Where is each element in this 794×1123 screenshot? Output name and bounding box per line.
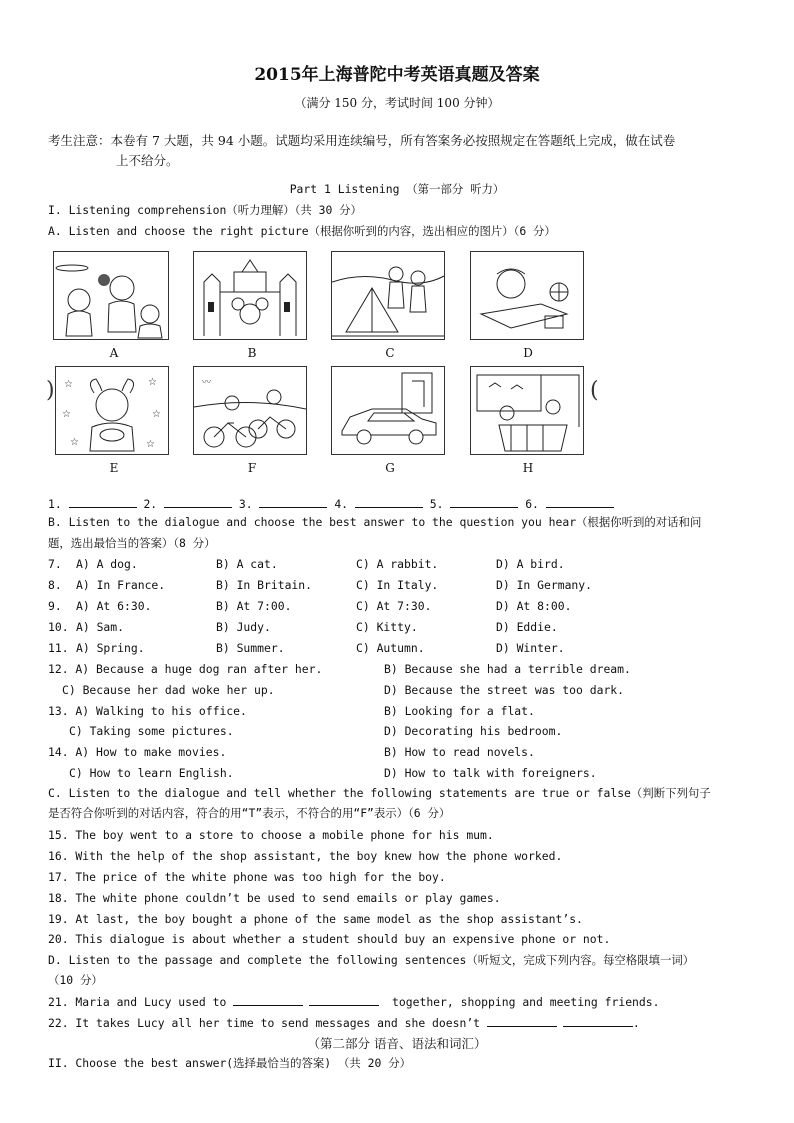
section-I-heading: I. Listening comprehension（听力理解）（共 30 分） — [48, 203, 362, 217]
option-a: 14. A) How to make movies. — [48, 745, 227, 759]
picture-f — [193, 366, 307, 455]
statement: 15. The boy went to a store to choose a mobile phone for his mum. — [48, 828, 494, 842]
sentence-21 — [48, 995, 659, 1009]
picture-a-letter: A — [109, 346, 119, 360]
part1-heading: Part 1 Listening （第一部分 听力） — [289, 182, 505, 196]
sentence-21-suffix: together, shopping and meeting friends. — [392, 995, 660, 1009]
option-c: C) Kitty. — [356, 620, 418, 634]
sentence-22-suffix: . — [632, 1016, 640, 1030]
picture-d-letter: D — [523, 346, 533, 360]
picture-g-letter: G — [385, 461, 395, 475]
sentence-22-blank-1[interactable] — [487, 1016, 557, 1027]
section-II-heading: II. Choose the best answer(选择最恰当的答案) （共 20 分） — [48, 1056, 411, 1070]
option-a: A) A dog. — [76, 557, 138, 571]
svg-text:☆: ☆ — [148, 377, 157, 388]
option-d: D) A bird. — [496, 557, 565, 571]
section-C-heading-line1: C. Listen to the dialogue and tell whether the following statements are true or false（判断下列句子 — [48, 786, 711, 800]
picture-e-letter: E — [109, 461, 119, 475]
picture-h-letter: H — [522, 461, 534, 475]
option-b: B) A cat. — [216, 557, 278, 571]
option-a: 13. A) Walking to his office. — [48, 704, 247, 718]
question-number: 9. — [48, 599, 62, 613]
part2-heading: （第二部分 语音、语法和词汇） — [307, 1036, 487, 1051]
answer-blank-5[interactable] — [450, 497, 518, 508]
svg-text:☆: ☆ — [62, 409, 71, 420]
answer-blank-4[interactable] — [355, 497, 423, 508]
option-b: B) Looking for a flat. — [384, 704, 535, 718]
option-c: C) Taking some pictures. — [69, 724, 234, 738]
picture-h — [470, 366, 584, 455]
castle-icon — [194, 252, 306, 339]
option-d: D) Decorating his bedroom. — [384, 724, 563, 738]
blank-label-3: 3. — [238, 497, 253, 511]
girl-with-stars-icon — [56, 367, 168, 454]
notice-line-1: 考生注意：本卷有 7 大题，共 94 小题。试题均采用连续编号，所有答案务必按照规定在答题纸上完成，做在试卷 — [48, 133, 676, 148]
sentence-21-prefix: 21. Maria and Lucy used to — [48, 995, 227, 1009]
question-number: 8. — [48, 578, 62, 592]
sentence-22-blank-2[interactable] — [563, 1016, 633, 1027]
option-b: B) Summer. — [216, 641, 285, 655]
option-a: A) At 6:30. — [76, 599, 152, 613]
blank-label-4: 4. — [334, 497, 349, 511]
blank-label-5: 5. — [429, 497, 444, 511]
option-d: D) How to talk with foreigners. — [384, 766, 597, 780]
picture-a — [53, 251, 169, 340]
car-icon — [332, 367, 444, 454]
page-subtitle: （满分 150 分，考试时间 100 分钟） — [294, 96, 500, 110]
page-title: 2015年上海普陀中考英语真题及答案 — [254, 65, 540, 85]
question-number: 10. — [48, 620, 69, 634]
option-d: D) Eddie. — [496, 620, 558, 634]
svg-text:☆: ☆ — [146, 439, 155, 450]
notice-line-2: 上不给分。 — [116, 153, 179, 168]
question-number: 11. — [48, 641, 69, 655]
statement: 18. The white phone couldn’t be used to send emails or play games. — [48, 891, 501, 905]
answer-blank-6[interactable] — [546, 497, 614, 508]
picture-e — [55, 366, 169, 455]
left-bracket-mark: ) — [46, 378, 55, 403]
section-B-heading-line2: 题，选出最恰当的答案）（8 分） — [48, 536, 216, 550]
answer-blank-3[interactable] — [259, 497, 327, 508]
picture-b-letter: B — [247, 346, 257, 360]
option-a: A) Spring. — [76, 641, 145, 655]
option-b: B) At 7:00. — [216, 599, 292, 613]
option-c: C) How to learn English. — [69, 766, 234, 780]
statement: 17. The price of the white phone was too high for the boy. — [48, 870, 446, 884]
exam-notice — [48, 131, 748, 171]
svg-text:☆: ☆ — [152, 409, 161, 420]
option-c: C) Autumn. — [356, 641, 425, 655]
svg-text:☆: ☆ — [64, 379, 73, 390]
blank-label-6: 6. — [525, 497, 539, 511]
section-A-heading: A. Listen and choose the right picture（根据你听到的内容，选出相应的图片）（6 分） — [48, 224, 556, 238]
option-d: D) Winter. — [496, 641, 565, 655]
picture-c — [331, 251, 445, 340]
svg-text:☆: ☆ — [70, 437, 79, 448]
option-b: B) In Britain. — [216, 578, 313, 592]
boy-lying-with-ball-icon — [471, 252, 583, 339]
section-B-heading-line1: B. Listen to the dialogue and choose the best answer to the question you hear（根据你听到的对话和问 — [48, 515, 702, 529]
kids-riding-bikes-icon — [194, 367, 306, 454]
sentence-21-blank-2[interactable] — [309, 995, 379, 1006]
option-d: D) In Germany. — [496, 578, 593, 592]
section-C-heading-line2: 是否符合你听到的对话内容，符合的用“T”表示，不符合的用“F”表示）（6 分） — [48, 806, 451, 820]
option-d: D) At 8:00. — [496, 599, 572, 613]
svg-text:〰: 〰 — [202, 377, 212, 387]
sentence-22-prefix: 22. It takes Lucy all her time to send messages and she doesn’t — [48, 1016, 481, 1030]
option-a: A) In France. — [76, 578, 166, 592]
right-bracket-mark: ( — [590, 378, 599, 403]
picture-f-letter: F — [247, 461, 257, 475]
statement: 19. At last, the boy bought a phone of the same model as the shop assistant’s. — [48, 912, 583, 926]
answer-blank-2[interactable] — [164, 497, 232, 508]
answer-blank-1[interactable] — [69, 497, 137, 508]
section-D-heading-line2: （10 分） — [48, 973, 103, 987]
section-D-heading-line1: D. Listen to the passage and complete the following sentences（听短文，完成下列内容。每空格限填一词） — [48, 953, 695, 967]
option-c: C) At 7:30. — [356, 599, 432, 613]
picture-g — [331, 366, 445, 455]
picture-c-letter: C — [385, 346, 395, 360]
blank-label-1: 1. — [48, 497, 62, 511]
option-c: C) Because her dad woke her up. — [62, 683, 275, 697]
question-number: 7. — [48, 557, 62, 571]
option-d: D) Because the street was too dark. — [384, 683, 625, 697]
option-c: C) In Italy. — [356, 578, 439, 592]
kids-playing-ball-icon — [54, 252, 168, 339]
option-b: B) Judy. — [216, 620, 271, 634]
answer-blanks-row — [48, 497, 614, 511]
kids-camping-tent-icon — [332, 252, 444, 339]
couple-at-table-icon — [471, 367, 583, 454]
option-c: C) A rabbit. — [356, 557, 439, 571]
statement: 20. This dialogue is about whether a student should buy an expensive phone or not. — [48, 932, 611, 946]
sentence-22 — [48, 1016, 640, 1030]
picture-d — [470, 251, 584, 340]
statement: 16. With the help of the shop assistant, the boy knew how the phone worked. — [48, 849, 563, 863]
blank-label-2: 2. — [143, 497, 158, 511]
option-a: A) Sam. — [76, 620, 125, 634]
option-b: B) Because she had a terrible dream. — [384, 662, 631, 676]
option-a: 12. A) Because a huge dog ran after her. — [48, 662, 323, 676]
option-b: B) How to read novels. — [384, 745, 535, 759]
picture-b — [193, 251, 307, 340]
sentence-21-blank-1[interactable] — [233, 995, 303, 1006]
